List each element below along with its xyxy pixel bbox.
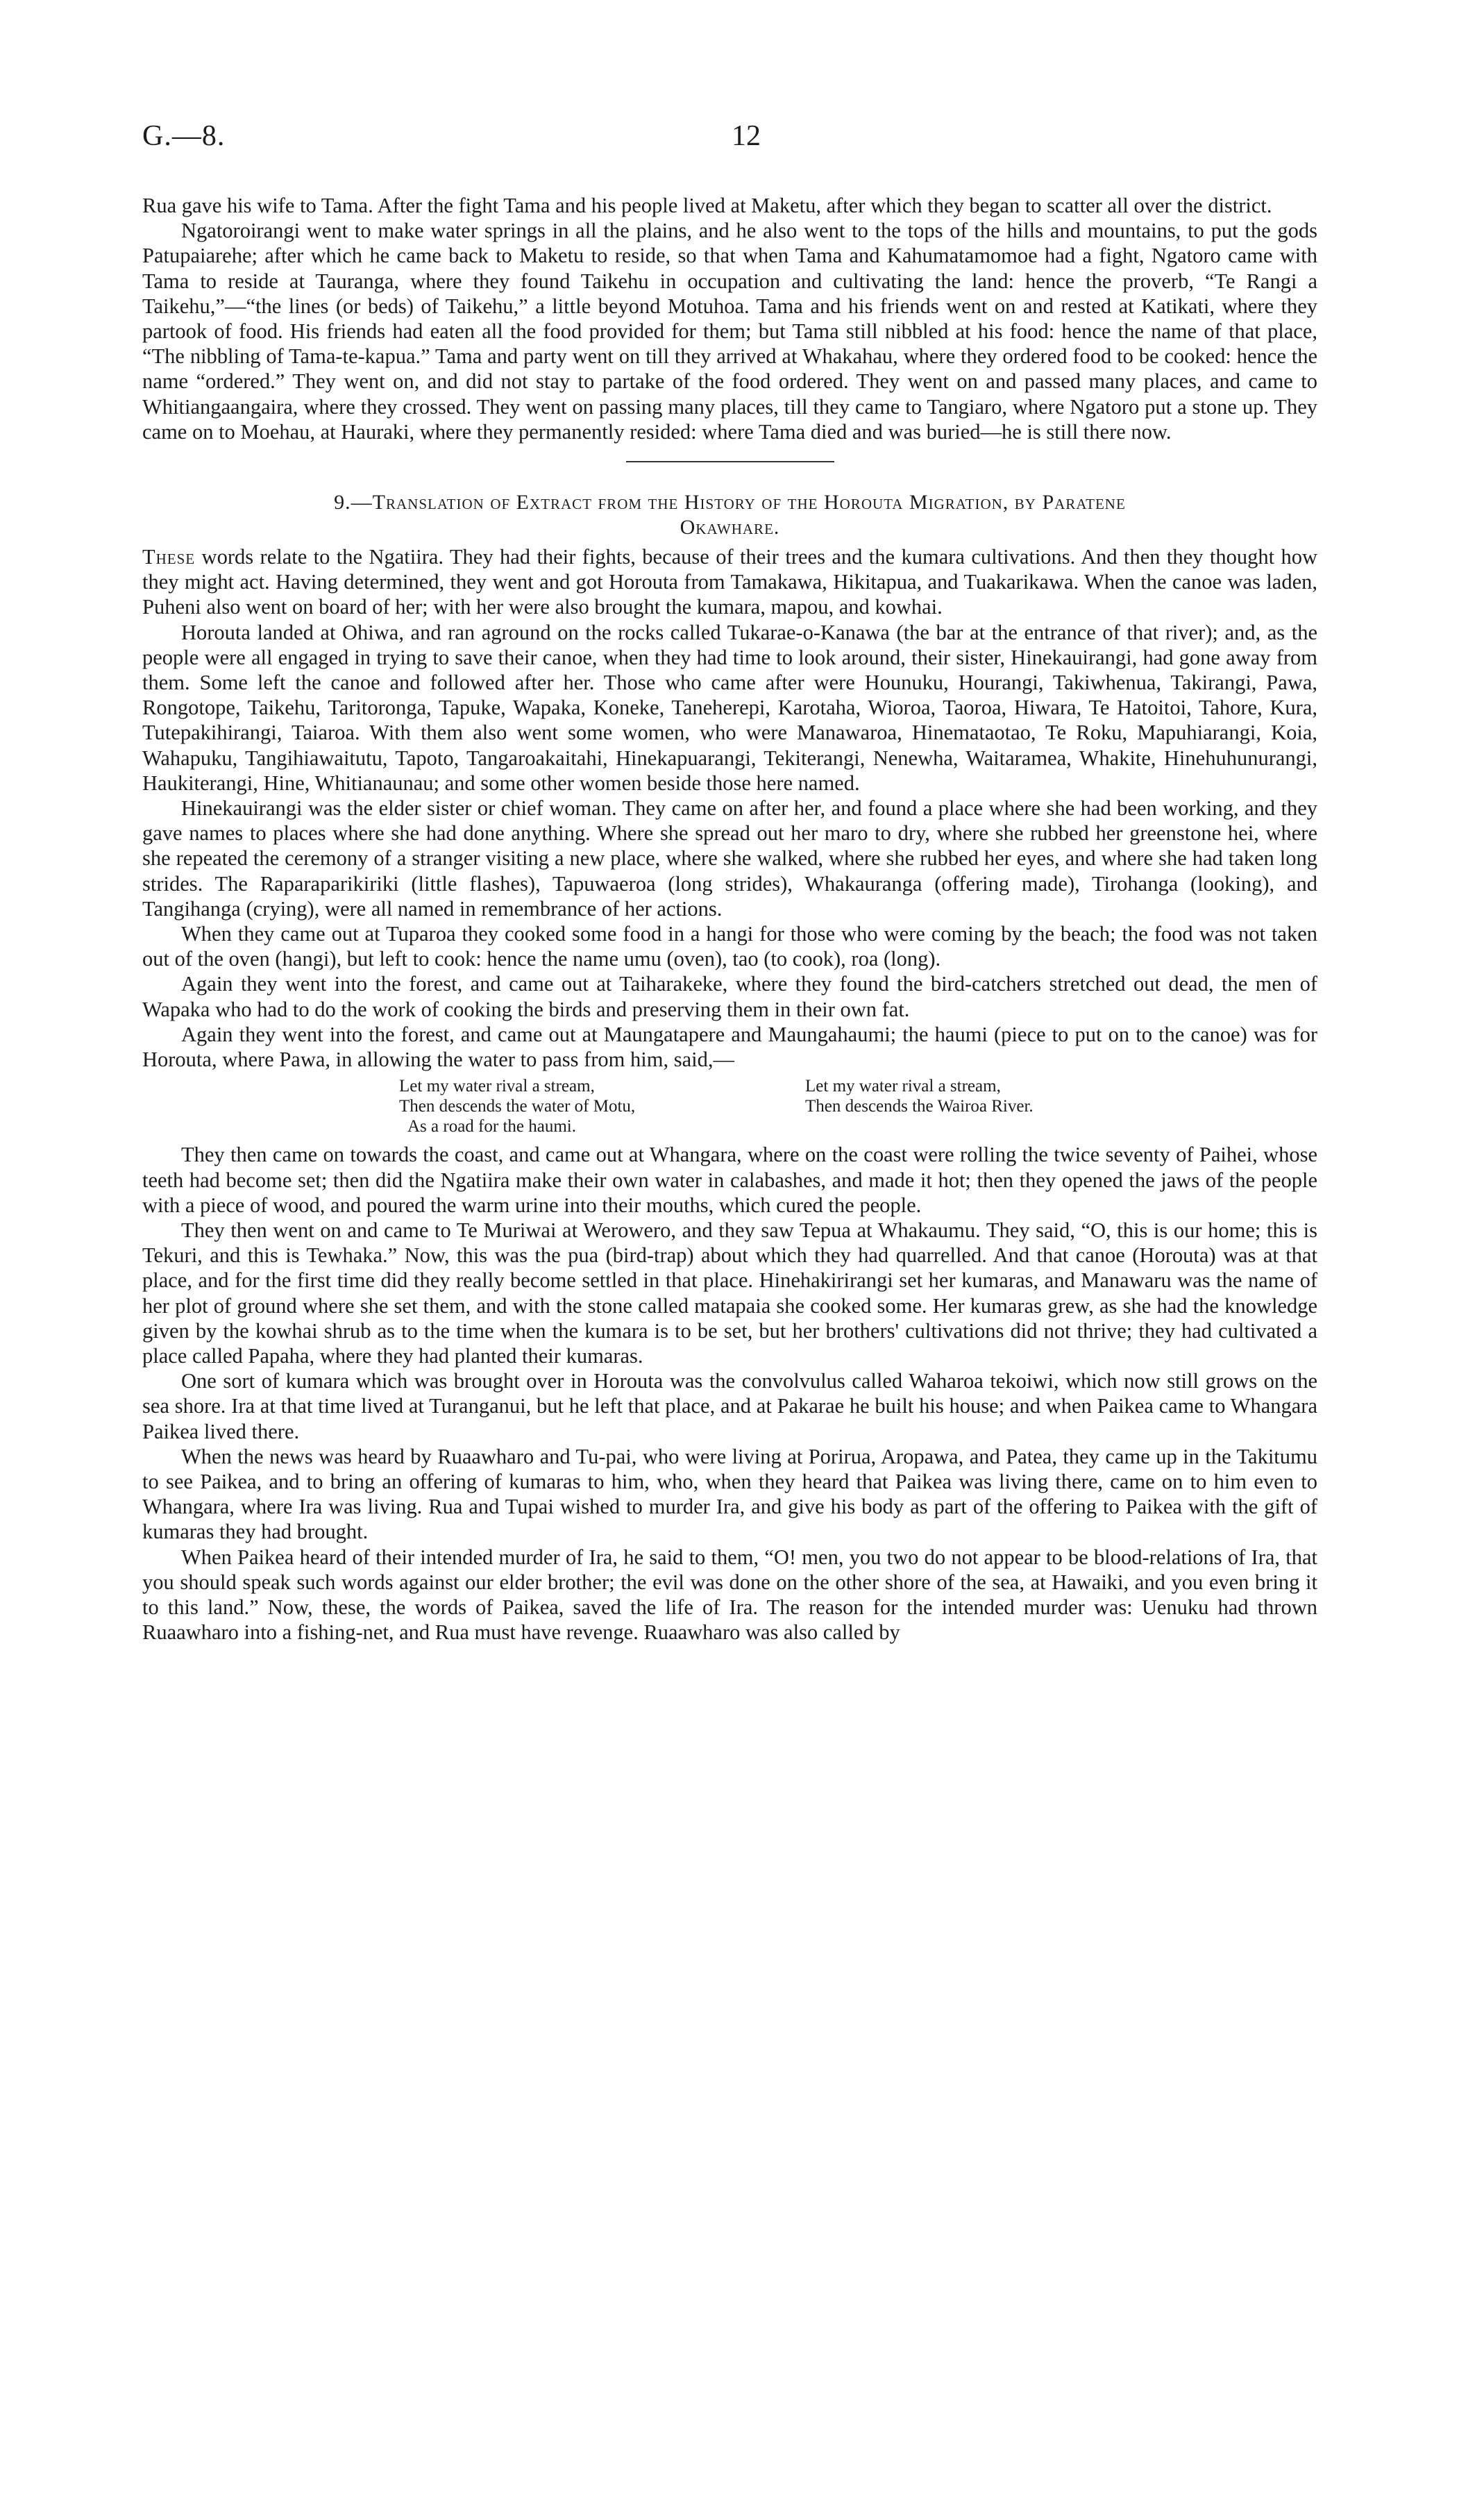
verse-line: As a road for the haumi. <box>407 1117 576 1136</box>
section-title <box>142 490 1317 540</box>
paragraph: Hinekauirangi was the elder sister or chief woman. They came on after her, and found a place where she had been working, and they gave names to places where she had done anything. Where she spread out her maro to dry, where she rubbed her greenstone hei, where she repeated the ceremony of a stranger visiting a new place, where she walked, where she rubbed her eyes, and where she had taken long strides. The Raparaparikiriki (little flashes), Tapuwaeroa (long strides), Whakauranga (offering made), Tirohanga (looking), and Tangihanga (crying), were all named in remembrance of her actions. <box>142 796 1317 921</box>
paragraph-text: words relate to the Ngatiira. They had their fights, because of their trees and the kumara cultivations. And then they thought how they might act. Having determined, they went and got Horouta from Tamakawa, Hikitapua, and Tuakarikawa. When the canoe was laden, Puheni also went on board of her; with her were also brought the kumara, mapou, and kowhai. <box>142 545 1317 619</box>
paragraph <box>142 544 1317 620</box>
page-content <box>142 193 1317 1645</box>
page-number: 12 <box>732 120 761 152</box>
paragraph: Again they went into the forest, and came out at Taiharakeke, where they found the bird-catchers stretched out dead, the men of Wapaka who had to do the work of cooking the birds and preserving them in their own fat. <box>142 972 1317 1021</box>
paragraph: They then went on and came to Te Muriwai at Werowero, and they saw Tepua at Whakaumu. They said, “O, this is our home; this is Tekuri, and this is Tewhaka.” Now, this was the pua (bird-trap) about which they had quarrelled. And that canoe (Horouta) was at that place, and for the first time did they really become settled in that place. Hinehakirirangi set her kumaras, and Manawaru was the name of her plot of ground where she set them, and with the stone called matapaia she cooked some. Her kumaras grew, as she had the knowledge given by the kowhai shrub as to the time when the kumara is to be set, but her brothers' cultivations did not thrive; they had cultivated a place called Papaha, where they had planted their kumaras. <box>142 1218 1317 1368</box>
verse-line: Then descends the Wairoa River. <box>805 1097 1034 1116</box>
paragraph: One sort of kumara which was brought over in Horouta was the convolvulus called Waharoa tekoiwi, which now still grows on the sea shore. Ira at that time lived at Turanganui, but he left that place, and at Pakarae he built his house; and when Paikea came to Whangara Paikea lived there. <box>142 1369 1317 1443</box>
verse-column-right <box>805 1076 1211 1136</box>
paragraph: Ngatoroirangi went to make water springs in all the plains, and he also went to the tops of the hills and mountains, to put the gods Patupaiarehe; after which he came back to Maketu to reside, so that when Tama and Kahumatamomoe had a fight, Ngatoro came with Tama to reside at Tauranga, where they found Taikehu in occupation and cultivating the land: hence the proverb, “Te Rangi a Taikehu,”—“the lines (or beds) of Taikehu,” a little beyond Motuhoa. Tama and his friends went on and rested at Katikati, where they partook of food. His friends had eaten all the food provided for them; but Tama still nibbled at his food: hence the name of that place, “The nibbling of Tama-te-kapua.” Tama and party went on till they arrived at Whakahau, where they ordered food to be cooked: hence the name “ordered.” They went on, and did not stay to partake of the food ordered. They went on and passed many places, and came to Whitiangaangaira, where they crossed. They went on passing many places, till they came to Tangiaro, where Ngatoro put a stone up. They came on to Moehau, at Hauraki, where they permanently resided: where Tama died and was buried—he is still there now. <box>142 219 1317 444</box>
verse-line: Then descends the water of Motu, <box>399 1097 636 1116</box>
page-header <box>142 119 1350 161</box>
verse-line: Let my water rival a stream, <box>805 1077 1001 1096</box>
chant-verse <box>399 1076 1317 1136</box>
paragraph: When Paikea heard of their intended murder of Ira, he said to them, “O! men, you two do not appear to be blood-relations of Ira, that you should speak such words against our elder brother; the evil was done on the other shore of the sea, at Hawaiki, and you even bring it to this land.” Now, these, the words of Paikea, saved the life of Ira. The reason for the intended murder was: Uenuku had thrown Ruaawharo into a fishing-net, and Rua must have revenge. Ruaawharo was also called by <box>142 1545 1317 1645</box>
section-title-line: 9.—Translation of Extract from the History of the Horouta Migration, by Paratene <box>334 491 1126 514</box>
lead-word: These <box>142 545 196 569</box>
paragraph: They then came on towards the coast, and came out at Whangara, where on the coast were rolling the twice seventy of Paihei, whose teeth had become set; then did the Ngatiira make their own water in calabashes, and made it hot; then they opened the jaws of the people with a piece of wood, and poured the warm urine into their mouths, which cured the people. <box>142 1143 1317 1217</box>
paragraph: When they came out at Tuparoa they cooked some food in a hangi for those who were coming by the beach; the food was not taken out of the oven (hangi), but left to cook: hence the name umu (oven), tao (to cook), roa (long). <box>142 922 1317 971</box>
verse-column-left <box>399 1076 805 1136</box>
verse-line: Let my water rival a stream, <box>399 1077 595 1096</box>
paragraph: When the news was heard by Ruaawharo and Tu-pai, who were living at Porirua, Aropawa, and Patea, they came up in the Takitumu to see Paikea, and to bring an offering of kumaras to him, who, when they heard that Paikea was living there, came on to him even to Whangara, where Ira was living. Rua and Tupai wished to murder Ira, and give his body as part of the offering to Paikea with the gift of kumaras they had brought. <box>142 1444 1317 1544</box>
document-reference: G.—8. <box>142 120 226 152</box>
paragraph: Rua gave his wife to Tama. After the fight Tama and his people lived at Maketu, after which they began to scatter all over the district. <box>142 194 1272 217</box>
section-divider <box>626 461 834 462</box>
paragraph: Again they went into the forest, and came out at Maungatapere and Maungahaumi; the haumi (piece to put on to the canoe) was for Horouta, where Pawa, in allowing the water to pass from him, said,— <box>142 1022 1317 1072</box>
section-title-line: Okawhare. <box>680 516 780 539</box>
paragraph: Horouta landed at Ohiwa, and ran aground on the rocks called Tukarae-o-Kanawa (the bar at the entrance of that river); and, as the people were all engaged in trying to save their canoe, when they had time to look around, their sister, Hinekauirangi, had gone away from them. Some left the canoe and followed after her. Those who came after were Hounuku, Hourangi, Takiwhenua, Takirangi, Pawa, Rongotope, Taikehu, Taritoronga, Tapuke, Wapaka, Koneke, Taneherepi, Karotaha, Wioroa, Taoroa, Hiwara, Te Hatoitoi, Tahore, Kura, Tutepakihirangi, Taiaroa. With them also went some women, who were Manawaroa, Hinemataotao, Te Roku, Mapuhiarangi, Koia, Wahapuku, Tangihiawaitutu, Tapoto, Tangaroakaitahi, Hinekapuarangi, Tekiterangi, Nenewha, Waitaramea, Whakite, Hinehuhunurangi, Haukiterangi, Hine, Whitianaunau; and some other women beside those here named. <box>142 620 1317 795</box>
